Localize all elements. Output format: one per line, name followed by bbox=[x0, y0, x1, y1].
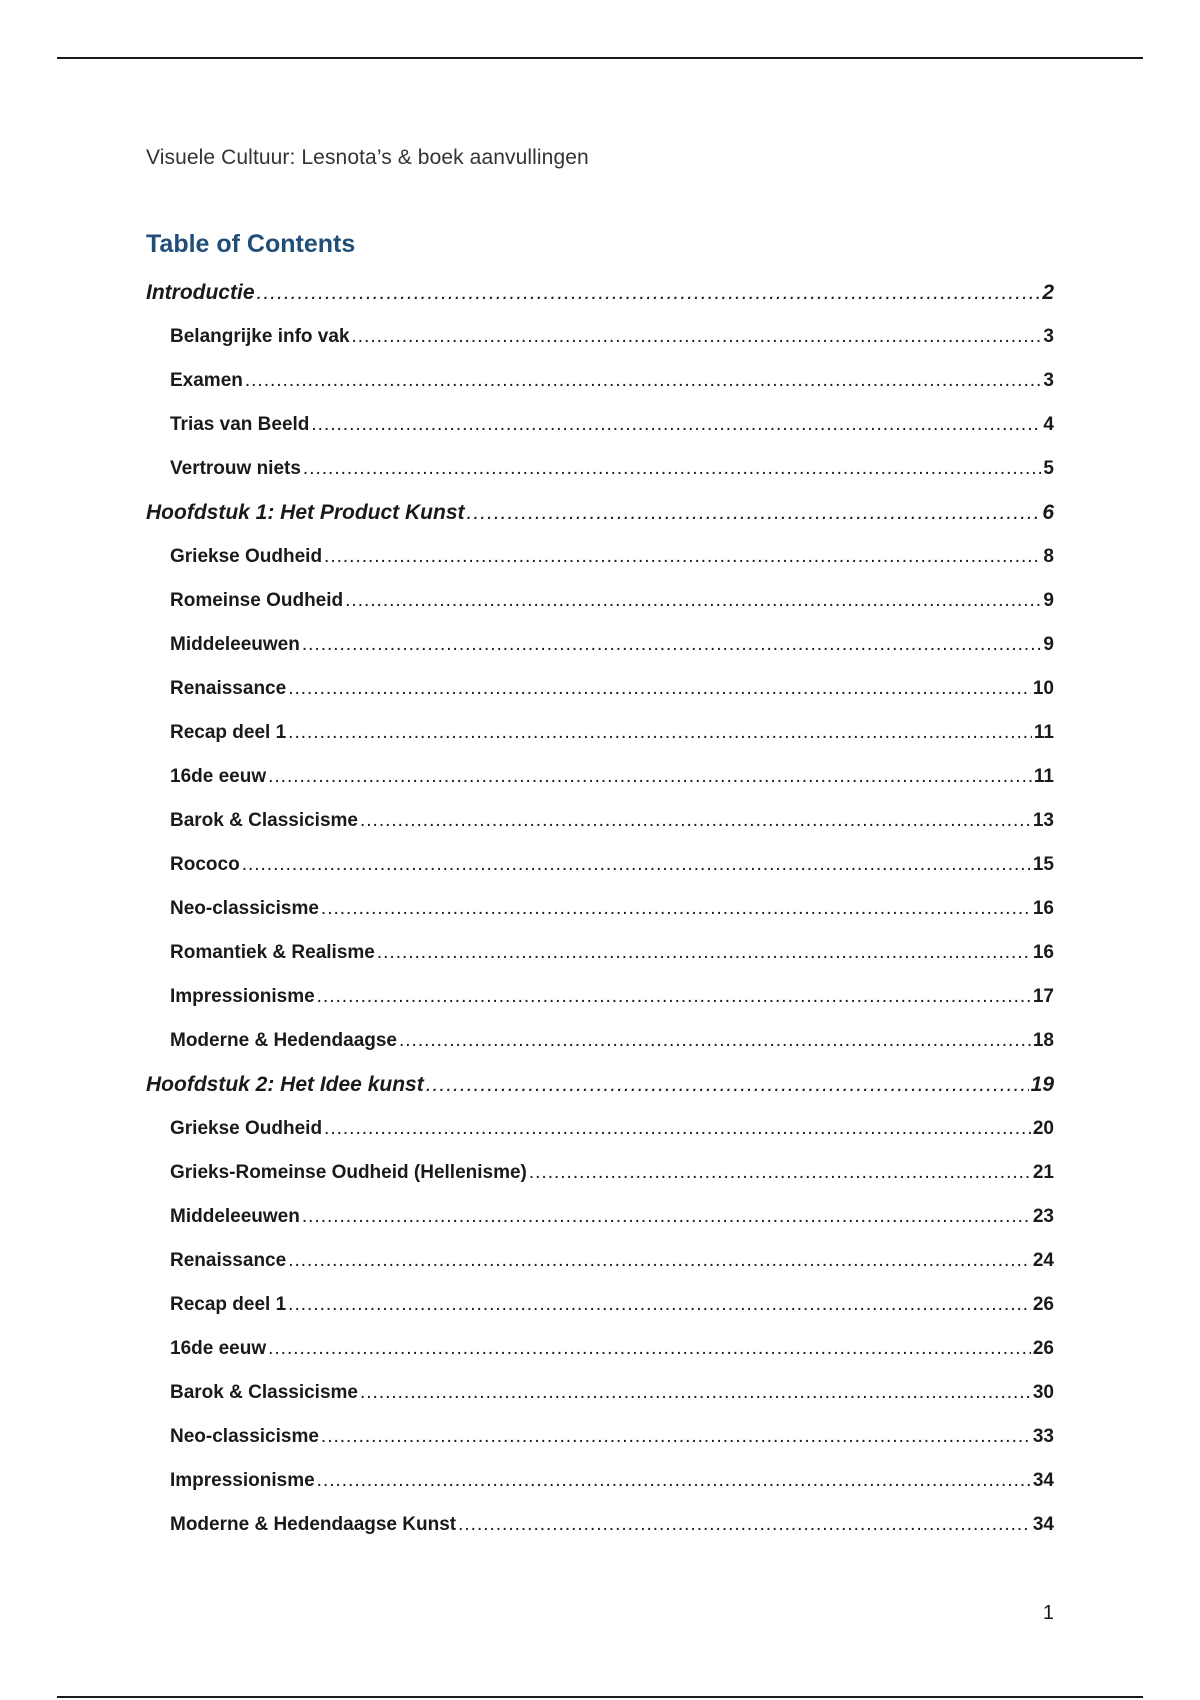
toc-entry-label: Griekse Oudheid bbox=[170, 1118, 323, 1139]
toc-section-entry[interactable] bbox=[146, 1419, 1054, 1463]
toc-section-entry[interactable] bbox=[146, 363, 1054, 407]
toc-entry-label: Vertrouw niets bbox=[170, 458, 301, 479]
toc-entry-page-number: 11 bbox=[1033, 766, 1054, 787]
toc-entry-page-number: 15 bbox=[1032, 854, 1054, 875]
toc-section-entry[interactable] bbox=[146, 407, 1054, 451]
toc-leader-dots bbox=[360, 1375, 1031, 1411]
toc-section-entry[interactable] bbox=[146, 1375, 1054, 1419]
toc-entry-label: Neo-classicisme bbox=[170, 898, 319, 919]
toc-entry-page-number: 24 bbox=[1032, 1250, 1054, 1271]
toc-entry-page-number: 6 bbox=[1042, 501, 1054, 524]
toc-entry-label: Griekse Oudheid bbox=[170, 546, 323, 567]
toc-leader-dots bbox=[467, 495, 1041, 531]
toc-section-entry[interactable] bbox=[146, 979, 1054, 1023]
toc-entry-page-number: 17 bbox=[1032, 986, 1054, 1007]
toc-section-entry[interactable] bbox=[146, 1243, 1054, 1287]
toc-leader-dots bbox=[288, 1287, 1031, 1323]
toc-entry-label: Trias van Beeld bbox=[170, 414, 310, 435]
toc-entry-page-number: 9 bbox=[1043, 590, 1054, 611]
toc-section-entry[interactable] bbox=[146, 1155, 1054, 1199]
toc-leader-dots bbox=[303, 451, 1042, 487]
top-rule bbox=[57, 57, 1143, 59]
toc-leader-dots bbox=[317, 1463, 1031, 1499]
toc-entry-label: 16de eeuw bbox=[170, 1338, 267, 1359]
toc-entry-label: Moderne & Hedendaagse bbox=[170, 1030, 397, 1051]
toc-leader-dots bbox=[426, 1067, 1029, 1103]
toc-leader-dots bbox=[268, 759, 1032, 795]
toc-leader-dots bbox=[399, 1023, 1031, 1059]
page-number: 1 bbox=[1042, 1602, 1054, 1624]
document-header-title: Visuele Cultuur: Lesnota’s & boek aanvullingen bbox=[146, 146, 589, 169]
toc-leader-dots bbox=[317, 979, 1031, 1015]
toc-entry-page-number: 2 bbox=[1042, 281, 1054, 304]
toc-entry-page-number: 20 bbox=[1032, 1118, 1054, 1139]
toc-leader-dots bbox=[245, 363, 1042, 399]
toc-entry-label: Belangrijke info vak bbox=[170, 326, 350, 347]
toc-section-entry[interactable] bbox=[146, 803, 1054, 847]
toc-entry-label: Examen bbox=[170, 370, 243, 391]
toc-leader-dots bbox=[288, 671, 1031, 707]
bottom-rule bbox=[57, 1696, 1143, 1698]
toc-leader-dots bbox=[360, 803, 1031, 839]
toc-section-entry[interactable] bbox=[146, 1287, 1054, 1331]
toc-entry-label: Recap deel 1 bbox=[170, 722, 287, 743]
toc-entry-page-number: 19 bbox=[1030, 1073, 1054, 1096]
toc-section-entry[interactable] bbox=[146, 715, 1054, 759]
toc-entry-label: Hoofdstuk 2: Het Idee kunst bbox=[146, 1073, 424, 1096]
toc-leader-dots bbox=[257, 275, 1041, 311]
toc-leader-dots bbox=[268, 1331, 1031, 1367]
toc-section-entry[interactable] bbox=[146, 671, 1054, 715]
toc-section-entry[interactable] bbox=[146, 1463, 1054, 1507]
toc-entry-label: Romantiek & Realisme bbox=[170, 942, 375, 963]
toc-entry-page-number: 23 bbox=[1032, 1206, 1054, 1227]
toc-leader-dots bbox=[321, 891, 1031, 927]
toc-entry-label: Impressionisme bbox=[170, 1470, 315, 1491]
toc-entry-page-number: 10 bbox=[1032, 678, 1054, 699]
toc-entry-page-number: 13 bbox=[1032, 810, 1054, 831]
toc-leader-dots bbox=[324, 1111, 1031, 1147]
toc-section-entry[interactable] bbox=[146, 627, 1054, 671]
toc-section-entry[interactable] bbox=[146, 1199, 1054, 1243]
toc-section-entry[interactable] bbox=[146, 1023, 1054, 1067]
toc-entry-page-number: 11 bbox=[1033, 722, 1054, 743]
toc-entry-label: Moderne & Hedendaagse Kunst bbox=[170, 1514, 457, 1535]
toc-leader-dots bbox=[288, 1243, 1031, 1279]
toc-leader-dots bbox=[302, 627, 1042, 663]
toc-section-entry[interactable] bbox=[146, 891, 1054, 935]
toc-entry-page-number: 21 bbox=[1032, 1162, 1054, 1183]
table-of-contents bbox=[146, 275, 1054, 1551]
toc-heading: Table of Contents bbox=[146, 230, 356, 258]
toc-leader-dots bbox=[324, 539, 1041, 575]
toc-entry-page-number: 26 bbox=[1032, 1338, 1054, 1359]
toc-chapter-entry[interactable] bbox=[146, 495, 1054, 539]
toc-chapter-entry[interactable] bbox=[146, 275, 1054, 319]
toc-entry-label: Romeinse Oudheid bbox=[170, 590, 344, 611]
toc-leader-dots bbox=[311, 407, 1041, 443]
toc-entry-label: Middeleeuwen bbox=[170, 634, 300, 655]
toc-section-entry[interactable] bbox=[146, 759, 1054, 803]
toc-section-entry[interactable] bbox=[146, 935, 1054, 979]
toc-section-entry[interactable] bbox=[146, 1507, 1054, 1551]
toc-entry-page-number: 30 bbox=[1032, 1382, 1054, 1403]
toc-entry-page-number: 8 bbox=[1043, 546, 1054, 567]
toc-leader-dots bbox=[352, 319, 1042, 355]
toc-section-entry[interactable] bbox=[146, 451, 1054, 495]
toc-leader-dots bbox=[345, 583, 1041, 619]
toc-entry-label: Renaissance bbox=[170, 678, 287, 699]
toc-entry-label: Barok & Classicisme bbox=[170, 1382, 358, 1403]
toc-entry-label: Grieks-Romeinse Oudheid (Hellenisme) bbox=[170, 1162, 527, 1183]
toc-leader-dots bbox=[321, 1419, 1031, 1455]
toc-entry-page-number: 34 bbox=[1032, 1514, 1054, 1535]
toc-entry-page-number: 26 bbox=[1032, 1294, 1054, 1315]
toc-leader-dots bbox=[288, 715, 1032, 751]
toc-leader-dots bbox=[242, 847, 1031, 883]
toc-entry-page-number: 34 bbox=[1032, 1470, 1054, 1491]
toc-leader-dots bbox=[529, 1155, 1031, 1191]
toc-entry-page-number: 18 bbox=[1032, 1030, 1054, 1051]
toc-section-entry[interactable] bbox=[146, 1331, 1054, 1375]
toc-leader-dots bbox=[377, 935, 1031, 971]
toc-leader-dots bbox=[458, 1507, 1031, 1543]
toc-entry-page-number: 3 bbox=[1043, 370, 1054, 391]
toc-section-entry[interactable] bbox=[146, 583, 1054, 627]
toc-entry-label: Recap deel 1 bbox=[170, 1294, 287, 1315]
toc-entry-page-number: 3 bbox=[1043, 326, 1054, 347]
toc-entry-label: 16de eeuw bbox=[170, 766, 267, 787]
toc-entry-label: Introductie bbox=[146, 281, 255, 304]
toc-entry-label: Middeleeuwen bbox=[170, 1206, 300, 1227]
toc-entry-label: Barok & Classicisme bbox=[170, 810, 358, 831]
toc-entry-page-number: 33 bbox=[1032, 1426, 1054, 1447]
toc-section-entry[interactable] bbox=[146, 1111, 1054, 1155]
toc-section-entry[interactable] bbox=[146, 319, 1054, 363]
toc-entry-page-number: 16 bbox=[1032, 942, 1054, 963]
toc-entry-label: Neo-classicisme bbox=[170, 1426, 319, 1447]
toc-entry-label: Hoofdstuk 1: Het Product Kunst bbox=[146, 501, 465, 524]
toc-section-entry[interactable] bbox=[146, 847, 1054, 891]
toc-entry-page-number: 9 bbox=[1043, 634, 1054, 655]
toc-entry-page-number: 4 bbox=[1043, 414, 1054, 435]
toc-section-entry[interactable] bbox=[146, 539, 1054, 583]
toc-chapter-entry[interactable] bbox=[146, 1067, 1054, 1111]
toc-entry-label: Impressionisme bbox=[170, 986, 315, 1007]
toc-entry-label: Renaissance bbox=[170, 1250, 287, 1271]
toc-entry-label: Rococo bbox=[170, 854, 240, 875]
toc-entry-page-number: 16 bbox=[1032, 898, 1054, 919]
toc-entry-page-number: 5 bbox=[1043, 458, 1054, 479]
toc-leader-dots bbox=[302, 1199, 1031, 1235]
